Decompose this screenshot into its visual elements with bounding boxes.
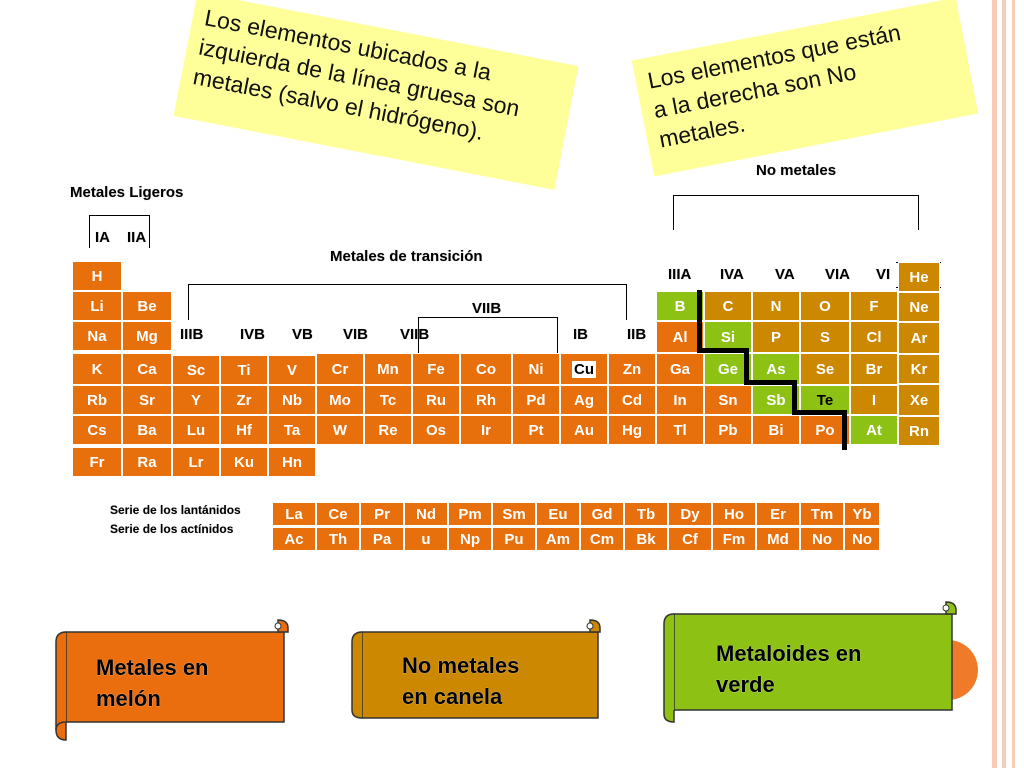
element-cell: Te — [800, 385, 850, 415]
element-cell: Hn — [268, 447, 316, 477]
element-cell: Zr — [220, 385, 268, 415]
actinide-cell: u — [404, 527, 448, 551]
element-cell: Pb — [704, 415, 752, 445]
element-cell: Fr — [72, 447, 122, 477]
legend-metals-text: Metales en melón — [96, 655, 209, 711]
lanthanide-cell: Sm — [492, 502, 536, 526]
element-cell: In — [656, 385, 704, 415]
element-cell: Hf — [220, 415, 268, 445]
element-cell: Cr — [316, 353, 364, 385]
element-cell: Cl — [850, 321, 898, 353]
element-cell: Fe — [412, 353, 460, 385]
element-cell: W — [316, 415, 364, 445]
legend-metals — [52, 618, 292, 744]
element-cell: C — [704, 291, 752, 321]
label-nonmetals: No metales — [756, 162, 837, 179]
lanthanide-cell: Ho — [712, 502, 756, 526]
lanthanide-cell: Pm — [448, 502, 492, 526]
decor-stripe — [992, 0, 997, 768]
element-cell: Tl — [656, 415, 704, 445]
element-cell: Ge — [704, 353, 752, 385]
element-cell: Ar — [898, 322, 940, 354]
element-cell: Ba — [122, 415, 172, 445]
element-cell: Ku — [220, 447, 268, 477]
decor-stripe — [1002, 0, 1006, 768]
note-right: Los elementos que están a la derecha son No metales. — [632, 0, 978, 176]
element-cell: Al — [656, 321, 704, 353]
element-cell: Re — [364, 415, 412, 445]
element-cell: B — [656, 291, 704, 321]
legend-nonmetals-text: No metales en canela — [402, 653, 520, 709]
element-cell: Ca — [122, 353, 172, 385]
lanthanide-cell: Tb — [624, 502, 668, 526]
legend-metalloids-text: Metaloides en verde — [716, 641, 862, 697]
element-cell: Br — [850, 353, 898, 385]
actinide-cell: Bk — [624, 527, 668, 551]
element-cell: Ag — [560, 385, 608, 415]
lanthanide-cell: Nd — [404, 502, 448, 526]
decor-stripe — [1012, 0, 1015, 768]
element-cell: Kr — [898, 354, 940, 384]
element-cell: He — [898, 262, 940, 292]
actinide-cell: No — [844, 527, 880, 551]
group-label: VA — [775, 266, 795, 283]
element-cell: Mo — [316, 385, 364, 415]
element-cell: Mg — [122, 321, 172, 351]
legend-nonmetals — [348, 618, 604, 722]
group-label: VB — [292, 326, 313, 343]
actinide-cell: Pu — [492, 527, 536, 551]
element-cell: F — [850, 291, 898, 321]
lanthanide-cell: Tm — [800, 502, 844, 526]
element-cell — [560, 353, 608, 385]
element-cell: Sb — [752, 385, 800, 415]
label-actinides: Serie de los actínidos — [110, 522, 234, 536]
group-label: IIIB — [180, 326, 204, 343]
element-cell: Co — [460, 353, 512, 385]
element-cell: Mn — [364, 353, 412, 385]
note-left: Los elementos ubicados a la izquierda de la línea gruesa son metales (salvo el hidrógeno). — [174, 0, 579, 190]
element-cell: K — [72, 353, 122, 385]
element-cell: Zn — [608, 353, 656, 385]
lanthanide-cell: Gd — [580, 502, 624, 526]
lanthanide-cell: Er — [756, 502, 800, 526]
element-cell: Ti — [220, 355, 268, 385]
element-cell: As — [752, 353, 800, 385]
actinide-cell: Am — [536, 527, 580, 551]
label-lanthanides: Serie de los lantánidos — [110, 503, 241, 517]
element-cell: Po — [800, 415, 850, 445]
element-cell: Bi — [752, 415, 800, 445]
lanthanide-cell: Eu — [536, 502, 580, 526]
element-cell: Sn — [704, 385, 752, 415]
element-cell: Se — [800, 353, 850, 385]
actinide-cell: Cf — [668, 527, 712, 551]
element-cell: Au — [560, 415, 608, 445]
element-cell: H — [72, 261, 122, 291]
element-symbol: Cu — [574, 360, 594, 378]
element-cell: Sr — [122, 385, 172, 415]
element-cell: Rb — [72, 385, 122, 415]
element-cell: Cs — [72, 415, 122, 445]
element-cell: Be — [122, 291, 172, 321]
lanthanide-cell: Pr — [360, 502, 404, 526]
actinide-cell: Fm — [712, 527, 756, 551]
actinide-cell: Pa — [360, 527, 404, 551]
element-cell: P — [752, 321, 800, 353]
group-label: IVB — [240, 326, 266, 343]
element-cell: Na — [72, 321, 122, 351]
label-transition: Metales de transición — [330, 248, 483, 265]
group-label: VIA — [825, 266, 851, 283]
element-cell: Ta — [268, 415, 316, 445]
legend-metalloids — [660, 600, 960, 724]
group-label: IIB — [627, 326, 647, 343]
element-cell: Os — [412, 415, 460, 445]
actinide-cell: Np — [448, 527, 492, 551]
element-cell: Sc — [172, 355, 220, 385]
element-cell: Li — [72, 291, 122, 321]
element-cell: Lr — [172, 447, 220, 477]
lanthanide-cell: Yb — [844, 502, 880, 526]
element-cell: Rh — [460, 385, 512, 415]
element-cell: Ir — [460, 415, 512, 445]
element-cell: O — [800, 291, 850, 321]
element-cell: At — [850, 415, 898, 445]
element-cell: Pt — [512, 415, 560, 445]
element-cell: Hg — [608, 415, 656, 445]
element-cell: Ra — [122, 447, 172, 477]
lanthanide-cell: Dy — [668, 502, 712, 526]
element-cell: Pd — [512, 385, 560, 415]
element-cell: V — [268, 355, 316, 385]
element-cell: Tc — [364, 385, 412, 415]
element-cell: Rn — [898, 416, 940, 446]
element-cell: Cd — [608, 385, 656, 415]
group-label: IA — [95, 229, 110, 246]
actinide-cell: Ac — [272, 527, 316, 551]
group-label: VI — [876, 266, 891, 283]
group-label: IB — [573, 326, 588, 343]
element-cell: Ni — [512, 353, 560, 385]
group-label: IIA — [127, 229, 147, 246]
group-label: VIIB — [472, 300, 502, 317]
element-cell: I — [850, 385, 898, 415]
element-cell: Ru — [412, 385, 460, 415]
actinide-cell: Cm — [580, 527, 624, 551]
group-label: IVA — [720, 266, 744, 283]
element-cell: Y — [172, 385, 220, 415]
actinide-cell: Th — [316, 527, 360, 551]
element-cell: Ga — [656, 353, 704, 385]
element-cell: Ne — [898, 292, 940, 322]
group-label: VIB — [343, 326, 369, 343]
actinide-cell: No — [800, 527, 844, 551]
element-cell: Si — [704, 321, 752, 353]
actinide-cell: Md — [756, 527, 800, 551]
label-light-metals: Metales Ligeros — [70, 184, 184, 201]
element-cell: S — [800, 321, 850, 353]
group-label: IIIA — [668, 266, 692, 283]
element-cell: Xe — [898, 384, 940, 416]
element-cell: Lu — [172, 415, 220, 445]
element-cell: N — [752, 291, 800, 321]
lanthanide-cell: Ce — [316, 502, 360, 526]
group-label: VIIB — [400, 326, 430, 343]
element-cell: Nb — [268, 385, 316, 415]
lanthanide-cell: La — [272, 502, 316, 526]
